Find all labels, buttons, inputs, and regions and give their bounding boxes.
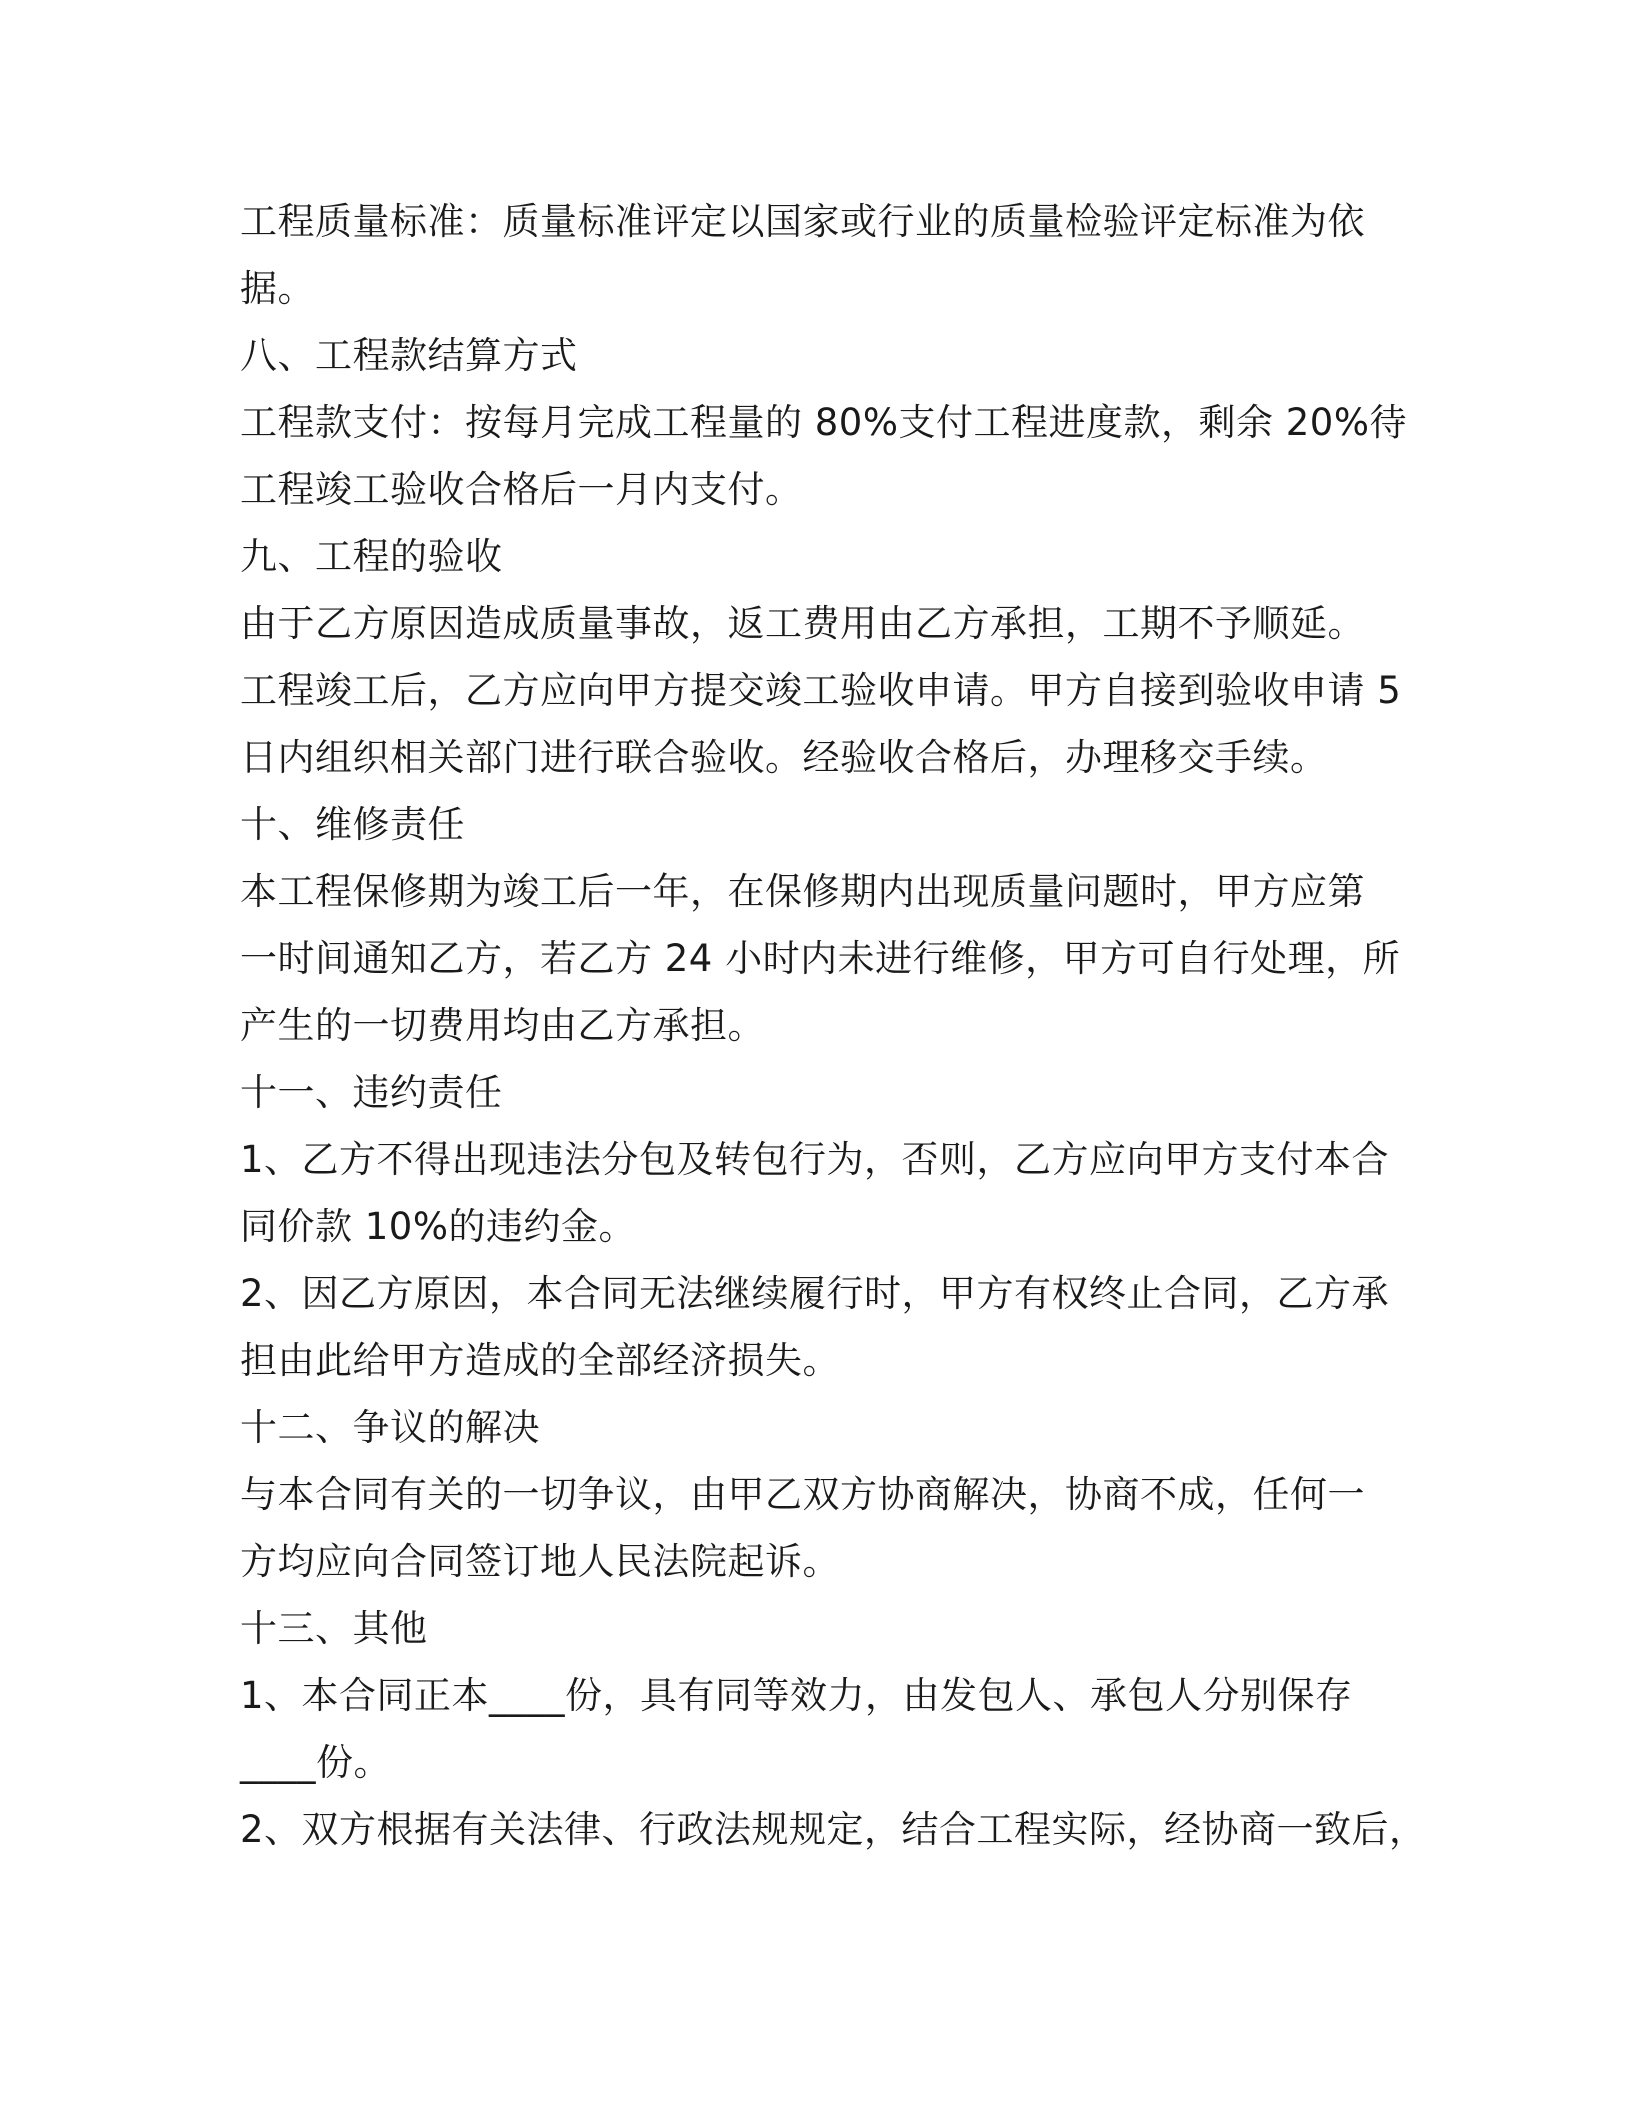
section-heading: 八、工程款结算方式 — [240, 334, 578, 377]
paragraph-line: 由于乙方原因造成质量事故，返工费用由乙方承担，工期不予顺延。 — [240, 602, 1365, 645]
document-body — [240, 188, 1427, 1863]
paragraph-line: ____份。 — [240, 1741, 391, 1784]
paragraph-line: 日内组织相关部门进行联合验收。经验收合格后，办理移交手续。 — [240, 736, 1328, 779]
paragraph-line: 同价款 10%的违约金。 — [240, 1205, 636, 1248]
paragraph-line: 1、本合同正本____份，具有同等效力，由发包人、承包人分别保存 — [240, 1674, 1353, 1717]
section-heading: 十三、其他 — [240, 1607, 428, 1650]
paragraph-line: 一时间通知乙方，若乙方 24 小时内未进行维修，甲方可自行处理，所 — [240, 937, 1401, 980]
paragraph-line: 方均应向合同签订地人民法院起诉。 — [240, 1540, 840, 1583]
section-heading: 十一、违约责任 — [240, 1071, 503, 1114]
paragraph-line: 2、因乙方原因，本合同无法继续履行时，甲方有权终止合同，乙方承 — [240, 1272, 1390, 1315]
paragraph-line: 担由此给甲方造成的全部经济损失。 — [240, 1339, 840, 1382]
paragraph-line: 工程质量标准：质量标准评定以国家或行业的质量检验评定标准为依 — [240, 200, 1365, 243]
paragraph-line: 本工程保修期为竣工后一年，在保修期内出现质量问题时，甲方应第 — [240, 870, 1365, 913]
section-heading: 十、维修责任 — [240, 803, 465, 846]
paragraph-line: 据。 — [240, 267, 315, 310]
paragraph-line: 工程竣工后，乙方应向甲方提交竣工验收申请。甲方自接到验收申请 5 — [240, 669, 1402, 712]
paragraph-line: 2、双方根据有关法律、行政法规规定，结合工程实际，经协商一致后， — [240, 1808, 1427, 1851]
paragraph-line: 1、乙方不得出现违法分包及转包行为，否则，乙方应向甲方支付本合 — [240, 1138, 1390, 1181]
paragraph-line: 与本合同有关的一切争议，由甲乙双方协商解决，协商不成，任何一 — [240, 1473, 1365, 1516]
section-heading: 九、工程的验收 — [240, 535, 503, 578]
paragraph-line: 产生的一切费用均由乙方承担。 — [240, 1004, 765, 1047]
paragraph-line: 工程竣工验收合格后一月内支付。 — [240, 468, 803, 511]
section-heading: 十二、争议的解决 — [240, 1406, 540, 1449]
paragraph-line: 工程款支付：按每月完成工程量的 80%支付工程进度款，剩余 20%待 — [240, 401, 1407, 444]
